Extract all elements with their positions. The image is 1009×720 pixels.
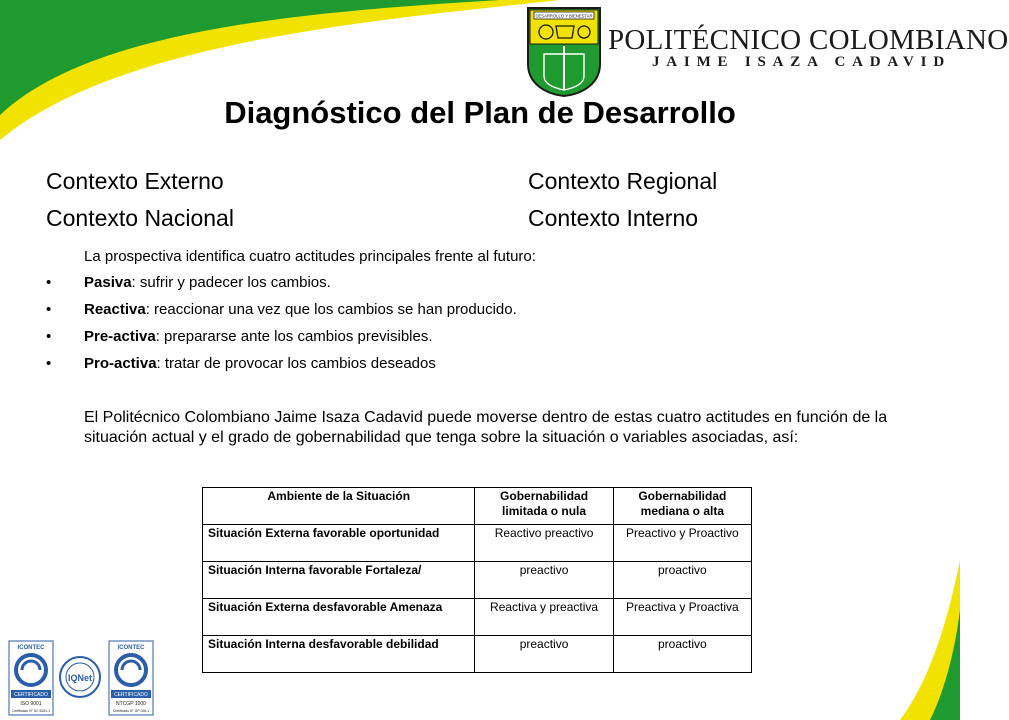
badge-label: IQNet [67, 673, 93, 683]
logo-banner-text: DESARROLLO Y BIENESTAR [535, 13, 593, 19]
context-regional: Contexto Regional [528, 168, 718, 194]
iqnet-certification-badge [58, 654, 102, 700]
attitude-name: Pre-activa [84, 328, 156, 345]
row-header: Situación Interna desfavorable debilidad [203, 636, 475, 673]
icontec-ntcgp-certification-badge [108, 640, 154, 716]
attitude-name: Pro-activa [84, 355, 157, 372]
intro-text: La prospectiva identifica cuatro actitudes principales frente al futuro: [84, 248, 536, 265]
table-row [203, 562, 752, 599]
row-header: Situación Externa favorable oportunidad [203, 525, 475, 562]
table-cell: proactivo [613, 562, 751, 599]
bullet-icon: • [46, 328, 52, 345]
attitude-name: Pasiva [84, 274, 132, 291]
table-cell: Preactiva y Proactiva [613, 599, 751, 636]
column-header: Ambiente de la Situación [203, 488, 475, 525]
table-header-row [203, 488, 752, 525]
context-externo: Contexto Externo [46, 168, 224, 194]
attitude-name: Reactiva [84, 301, 146, 318]
bullet-icon: • [46, 301, 52, 318]
badge-label: CERTIFICADO [14, 692, 48, 698]
list-item [46, 274, 517, 301]
brand-subtitle: JAIME ISAZA CADAVID [652, 54, 951, 70]
badge-standard: ISO 9001 [20, 701, 42, 707]
badge-cert-number: Certificado N° SC 5281-1 [11, 709, 51, 713]
icontec-iso-certification-badge [8, 640, 54, 716]
table-cell: Reactivo preactivo [475, 525, 613, 562]
attitude-description: : tratar de provocar los cambios deseados [156, 355, 436, 372]
attitude-description: : prepararse ante los cambios previsibles. [155, 328, 433, 345]
badge-top-text: ICONTEC [117, 645, 145, 651]
table-cell: Preactivo y Proactivo [613, 525, 751, 562]
column-header: Gobernabilidad limitada o nula [475, 488, 613, 525]
table-cell: preactivo [475, 562, 613, 599]
list-item [46, 328, 517, 355]
attitude-description: : reaccionar una vez que los cambios se han producido. [145, 301, 517, 318]
body-paragraph: El Politécnico Colombiano Jaime Isaza Cadavid puede moverse dentro de estas cuatro actitudes en función de la situación actual y el grado de gobernabilidad que tenga sobre la situación o variables asociadas, así: [84, 409, 888, 446]
context-nacional: Contexto Nacional [46, 205, 234, 231]
table-row [203, 525, 752, 562]
table-cell: proactivo [613, 636, 751, 673]
badge-standard: NTCGP 1000 [116, 701, 146, 707]
column-header: Gobernabilidad mediana o alta [613, 488, 751, 525]
bullet-icon: • [46, 355, 52, 372]
attitude-description: : sufrir y padecer los cambios. [131, 274, 331, 291]
table-row [203, 636, 752, 673]
institution-shield-logo [526, 6, 602, 98]
badge-cert-number: Certificado N° GP 026-1 [112, 709, 150, 713]
list-item [46, 301, 517, 328]
badge-top-text: ICONTEC [17, 645, 45, 651]
row-header: Situación Interna favorable Fortaleza/ [203, 562, 475, 599]
badge-label: CERTIFICADO [114, 692, 148, 698]
bullet-icon: • [46, 274, 52, 291]
table-cell: Reactiva y preactiva [475, 599, 613, 636]
slide-title: Diagnóstico del Plan de Desarrollo [224, 95, 736, 130]
context-interno: Contexto Interno [528, 205, 699, 231]
attitudes-list [46, 274, 517, 382]
governability-table [202, 487, 752, 673]
brand-name: POLITÉCNICO COLOMBIANO [608, 24, 1009, 56]
row-header: Situación Externa desfavorable Amenaza [203, 599, 475, 636]
table-cell: preactivo [475, 636, 613, 673]
table-row [203, 599, 752, 636]
list-item [46, 355, 517, 382]
